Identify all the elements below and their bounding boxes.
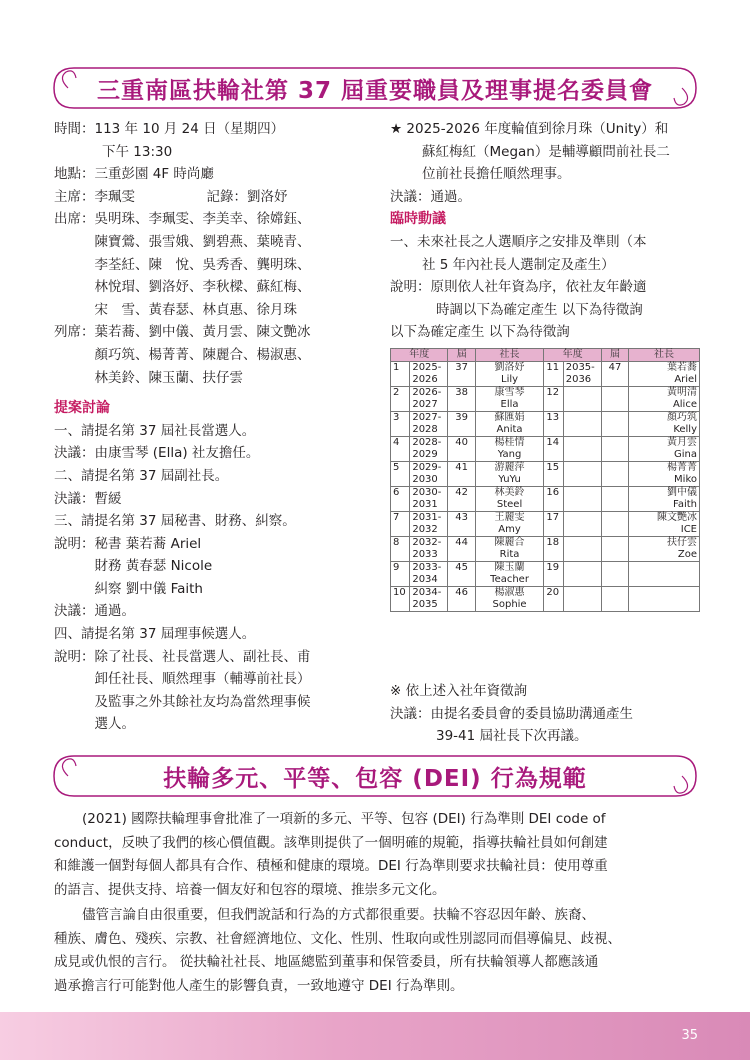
cell-text: 2036 [565, 374, 592, 385]
table-cell [475, 412, 544, 437]
dei-line: conduct，反映了我們的核心價值觀。該準則提供了一個明確的規範，指導扶輪社員如何創建 [54, 834, 608, 851]
table-cell [544, 562, 563, 587]
dei-line: 過承擔言行可能對他人產生的影響負責，一致地遵守 DEI 行為準則。 [54, 977, 464, 994]
explain2-line: 除了社長、社長當選人、副社長、甫 [94, 648, 311, 665]
cell-text: 47 [608, 362, 622, 373]
table-cell [544, 412, 563, 437]
table-cell [448, 587, 475, 612]
dei-paragraph-1 [54, 808, 698, 902]
explain2-line: 選人。 [94, 716, 135, 733]
chair-name: 李珮雯 [94, 188, 135, 205]
dei-line: 儘管言論自由很重要，但我們說話和行為的方式都很重要。扶輪不容忍因年齡、族裔、 [82, 907, 595, 923]
col-header: 社長 [475, 349, 544, 362]
table-row [391, 537, 700, 562]
cell-text: 45 [455, 562, 468, 573]
cell-text: Rita [499, 549, 520, 560]
table-cell [410, 437, 448, 462]
cell-text: Lily [501, 374, 519, 385]
cell-text: 劉洛妤 [494, 362, 525, 373]
final-resolution: 39-41 屆社長下次再議。 [436, 728, 588, 745]
officer-line: 秘書 葉若蕎 Ariel [94, 535, 202, 552]
cell-text: 4 [393, 437, 400, 448]
cell-text: 20 [546, 587, 560, 598]
cell-text: Teacher [490, 574, 529, 585]
cell-text: 2035- [565, 362, 595, 373]
dei-line: 種族、膚色、殘疾、宗教、社會經濟地位、文化、性別、性取向或性別認同而倡導偏見、歧視、 [54, 930, 621, 947]
table-cell [601, 412, 628, 437]
cell-text: Sophie [492, 599, 527, 610]
cell-text: 16 [546, 487, 560, 498]
star-line: 位前社長擔任順然理事。 [422, 166, 571, 183]
cell-text: Yang [497, 449, 522, 460]
table-row [391, 412, 700, 437]
table-cell [410, 387, 448, 412]
table-cell [601, 437, 628, 462]
cell-text: 17 [546, 512, 560, 523]
table-cell [629, 387, 700, 412]
cell-text: 2029- [412, 462, 442, 473]
page-title: 三重南區扶輪社第 37 屆重要職員及理事提名委員會 [96, 77, 654, 104]
right-resolution: 決議：通過。 [390, 188, 471, 205]
explain-label: 說明： [54, 535, 95, 552]
cell-text: 2030 [412, 474, 438, 485]
table-cell [629, 562, 700, 587]
table-cell [563, 462, 601, 487]
cell-text: 46 [455, 587, 468, 598]
cell-text: Kelly [673, 424, 697, 435]
table-cell [629, 437, 700, 462]
table-cell [448, 487, 475, 512]
present-line: 林美鈴、陳玉蘭、扶仔雲 [94, 369, 243, 386]
table-cell [563, 562, 601, 587]
cell-text: 39 [455, 412, 468, 423]
cell-text: 黃月雲 [667, 437, 697, 448]
table-cell [410, 512, 448, 537]
attendee-line: 吳明珠、李珮雯、李美幸、徐嫦鈺、 [94, 211, 311, 228]
table-row [391, 437, 700, 462]
table-cell [629, 537, 700, 562]
table-cell [475, 587, 544, 612]
chair-label: 主席： [54, 188, 95, 205]
cell-text: 18 [546, 537, 560, 548]
title-banner-2 [52, 754, 698, 798]
cell-text: 陳文艷冰 [657, 512, 697, 523]
table-cell [410, 587, 448, 612]
table-cell [391, 362, 410, 387]
meeting-place: 三重彭園 4F 時尚廳 [94, 166, 214, 183]
cell-text: 葉若蕎 [667, 362, 697, 373]
cell-text: 陳麗合 [494, 537, 525, 548]
table-cell [563, 587, 601, 612]
cell-text: 2035 [412, 599, 438, 610]
table-cell [391, 412, 410, 437]
dei-line: 和維護一個對每個人都具有合作、積極和健康的環境。DEI 行為準則要求扶輪社員：使用尊重 [54, 858, 608, 874]
table-cell [448, 512, 475, 537]
col-header: 屆 [601, 349, 628, 362]
cell-text: 5 [393, 462, 400, 473]
cell-text: 44 [455, 537, 468, 548]
cell-text: ICE [680, 524, 697, 535]
place-label: 地點： [54, 166, 95, 183]
table-cell [601, 587, 628, 612]
resolution-pass: 決議：通過。 [54, 603, 135, 620]
table-cell [629, 462, 700, 487]
cell-text: 2031- [412, 512, 442, 523]
dei-line: (2021) 國際扶輪理事會批准了一項新的多元、平等、包容 (DEI) 行為準則 DEI code of [82, 811, 606, 827]
president-table [390, 348, 700, 612]
explain2-line: 卸任社長、順然理事（輔導前社長） [94, 671, 311, 688]
cell-text: 42 [455, 487, 468, 498]
cell-text: 43 [455, 512, 468, 523]
cell-text: Anita [496, 424, 523, 435]
table-cell [544, 487, 563, 512]
table-cell [410, 362, 448, 387]
cell-text: Zoe [677, 549, 697, 560]
table-cell [601, 512, 628, 537]
table-cell [475, 487, 544, 512]
cell-text: 2030- [412, 487, 442, 498]
cell-text: Faith [673, 499, 697, 510]
table-cell [448, 362, 475, 387]
cell-text: 6 [393, 487, 400, 498]
explain2-label: 說明： [54, 648, 95, 665]
cell-text: 40 [455, 437, 468, 448]
cell-text: 楊淑惠 [494, 587, 525, 598]
table-cell [601, 537, 628, 562]
cell-text: 8 [393, 537, 400, 548]
table-cell [410, 487, 448, 512]
cell-text: 陳玉蘭 [494, 562, 525, 573]
dei-title: 扶輪多元、平等、包容 (DEI) 行為規範 [163, 765, 587, 792]
cell-text: 2028 [412, 424, 438, 435]
table-cell [475, 362, 544, 387]
cell-text: 顏巧筑 [667, 412, 697, 423]
proposal-item-4: 四、請提名第 37 屆理事候選人。 [54, 626, 256, 643]
table-cell [601, 562, 628, 587]
table-cell [410, 462, 448, 487]
cell-text: 37 [455, 362, 468, 373]
table-cell [391, 437, 410, 462]
table-caption: 以下為確定產生 以下為待徵詢 [390, 324, 570, 341]
cell-text: Ella [500, 399, 519, 410]
cell-text: 2034- [412, 587, 442, 598]
table-cell [391, 562, 410, 587]
table-cell [448, 387, 475, 412]
cell-text: 2032 [412, 524, 438, 535]
cell-text: 13 [546, 412, 560, 423]
table-cell [629, 487, 700, 512]
cell-text: 楊桂情 [494, 437, 525, 448]
cell-text: 2026 [412, 374, 438, 385]
cell-text: 2027- [412, 412, 442, 423]
cell-text: 12 [546, 387, 560, 398]
table-header-row [391, 349, 700, 362]
table-row [391, 487, 700, 512]
recorder: 記錄：劉洛妤 [206, 188, 288, 205]
table-cell [563, 437, 601, 462]
cell-text: 楊菁菁 [667, 462, 697, 473]
temp-heading: 臨時動議 [390, 211, 446, 228]
time-label: 時間： [54, 121, 95, 137]
table-cell [391, 387, 410, 412]
table-row [391, 512, 700, 537]
table-cell [601, 362, 628, 387]
proposal-heading: 提案討論 [54, 400, 110, 417]
cell-text: 2034 [412, 574, 438, 585]
table-cell [448, 437, 475, 462]
dei-line: 成見或仇恨的言行。 從扶輪社社長、地區總監到董事和保管委員，所有扶輪領導人都應該通 [54, 954, 599, 970]
cell-text: Amy [498, 524, 521, 535]
table-cell [563, 512, 601, 537]
cell-text: YuYu [498, 474, 521, 485]
temp-line: 社 5 年內社長人選制定及產生） [422, 256, 615, 273]
cell-text: Alice [672, 399, 697, 410]
table-cell [544, 437, 563, 462]
attendee-line: 林悅瑁、劉洛妤、李秋樑、蘇紅梅、 [94, 279, 311, 296]
cell-text: 2033- [412, 562, 442, 573]
table-note: ※ 依上述入社年資徵詢 [390, 683, 528, 699]
cell-text: 王麗雯 [494, 512, 525, 523]
proposal-item: 決議：暫緩 [54, 490, 122, 507]
table-cell [563, 387, 601, 412]
cell-text: 14 [546, 437, 560, 448]
proposal-item: 三、請提名第 37 屆秘書、財務、糾察。 [54, 513, 296, 530]
col-header: 年度 [544, 349, 601, 362]
cell-text: 黃明清 [667, 387, 697, 398]
col-header: 社長 [629, 349, 700, 362]
attendee-line: 宋 雪、黃春瑟、林貞惠、徐月珠 [94, 301, 297, 318]
present-line: 葉若蕎、劉中儀、黃月雲、陳文艷冰 [94, 324, 311, 341]
cell-text: 游麗萍 [494, 462, 525, 473]
table-cell [563, 487, 601, 512]
col-header: 屆 [448, 349, 475, 362]
cell-text: 2031 [412, 499, 438, 510]
present-line: 顏巧筑、楊菁菁、陳麗合、楊淑惠、 [94, 346, 311, 363]
temp-explain: 時調以下為確定產生 以下為待徵詢 [436, 301, 643, 318]
temp-line: 一、未來社長之人選順序之安排及準則（本 [390, 233, 647, 250]
cell-text: 2026- [412, 387, 442, 398]
cell-text: 2033 [412, 549, 438, 560]
table-row [391, 562, 700, 587]
table-cell [544, 537, 563, 562]
star-line: 蘇紅梅紅（Megan）是輔導顧問前社長二 [422, 143, 670, 160]
cell-text: 11 [546, 362, 560, 373]
cell-text: Steel [496, 499, 523, 510]
table-cell [475, 537, 544, 562]
present-label: 列席： [54, 324, 95, 341]
officer-line: 糾察 劉中儀 Faith [94, 580, 203, 597]
table-cell [601, 462, 628, 487]
table-cell [544, 362, 563, 387]
table-cell [563, 537, 601, 562]
table-cell [629, 587, 700, 612]
cell-text: 2027 [412, 399, 438, 410]
proposal-item: 二、請提名第 37 屆副社長。 [54, 467, 229, 484]
cell-text: 扶仔雲 [667, 537, 697, 548]
table-cell [629, 512, 700, 537]
col-header: 年度 [391, 349, 448, 362]
table-row [391, 362, 700, 387]
table-row [391, 462, 700, 487]
cell-text: Gina [674, 449, 697, 460]
cell-text: 2032- [412, 537, 442, 548]
attendee-line: 陳寶鶯、張雪娥、劉碧燕、葉曉青、 [94, 233, 311, 250]
meeting-time: 下午 13:30 [102, 143, 173, 160]
table-row [391, 587, 700, 612]
cell-text: 劉中儀 [667, 487, 697, 498]
table-cell [391, 462, 410, 487]
final-resolution: 決議：由提名委員會的委員協助溝通產生 [390, 705, 633, 722]
table-row [391, 387, 700, 412]
table-cell [391, 487, 410, 512]
cell-text: 康雪琴 [494, 387, 525, 398]
right-column-bottom [390, 680, 700, 748]
officer-line: 財務 黃春瑟 Nicole [94, 558, 213, 575]
attend-label: 出席： [54, 211, 95, 228]
cell-text: 1 [393, 362, 400, 373]
temp-explain: 說明：原則依人社年資為序，依社友年齡適 [390, 279, 647, 296]
table-cell [391, 587, 410, 612]
cell-text: 7 [393, 512, 400, 523]
cell-text: 10 [393, 587, 406, 598]
proposal-item: 一、請提名第 37 屆社長當選人。 [54, 422, 256, 439]
dei-paragraph-2 [54, 904, 698, 998]
proposal-item: 決議：由康雪琴 (Ella) 社友擔任。 [54, 445, 260, 462]
meeting-date: 113 年 10 月 24 日（星期四） [94, 121, 285, 137]
cell-text: 2029 [412, 449, 438, 460]
cell-text: 2028- [412, 437, 442, 448]
table-cell [448, 462, 475, 487]
dei-line: 的語言、提供支持、培養一個友好和包容的環境、推崇多元文化。 [54, 881, 446, 898]
table-cell [544, 587, 563, 612]
table-cell [475, 387, 544, 412]
table-cell [563, 362, 601, 387]
table-cell [448, 412, 475, 437]
table-cell [410, 562, 448, 587]
cell-text: 19 [546, 562, 560, 573]
title-banner-1 [52, 66, 698, 110]
table-cell [391, 537, 410, 562]
table-cell [391, 512, 410, 537]
table-cell [448, 562, 475, 587]
table-cell [629, 362, 700, 387]
right-column [390, 118, 700, 344]
footer-band [0, 1012, 750, 1060]
cell-text: 41 [455, 462, 468, 473]
star-line: ★ 2025-2026 年度輪值到徐月珠（Unity）和 [390, 121, 669, 137]
table-cell [629, 412, 700, 437]
table-cell [475, 512, 544, 537]
table-cell [601, 487, 628, 512]
table-cell [544, 512, 563, 537]
table-cell [563, 412, 601, 437]
page-number: 35 [681, 1028, 698, 1043]
attendee-line: 李荃紝、陳 悅、吳秀香、龔明珠、 [94, 256, 311, 273]
cell-text: 9 [393, 562, 400, 573]
cell-text: 蘇匯娟 [494, 412, 525, 423]
explain2-line: 及監事之外其餘社友均為當然理事候 [94, 693, 311, 710]
table-cell [601, 387, 628, 412]
cell-text: 38 [455, 387, 468, 398]
cell-text: Miko [674, 474, 697, 485]
cell-text: Ariel [674, 374, 697, 385]
table-cell [475, 462, 544, 487]
cell-text: 2 [393, 387, 400, 398]
table-cell [544, 387, 563, 412]
table-cell [410, 537, 448, 562]
table-cell [475, 437, 544, 462]
table-cell [448, 537, 475, 562]
cell-text: 3 [393, 412, 400, 423]
table-cell [410, 412, 448, 437]
left-column [54, 118, 374, 736]
cell-text: 林美鈴 [494, 487, 525, 498]
table-cell [475, 562, 544, 587]
cell-text: 15 [546, 462, 560, 473]
table-cell [544, 462, 563, 487]
cell-text: 2025- [412, 362, 442, 373]
